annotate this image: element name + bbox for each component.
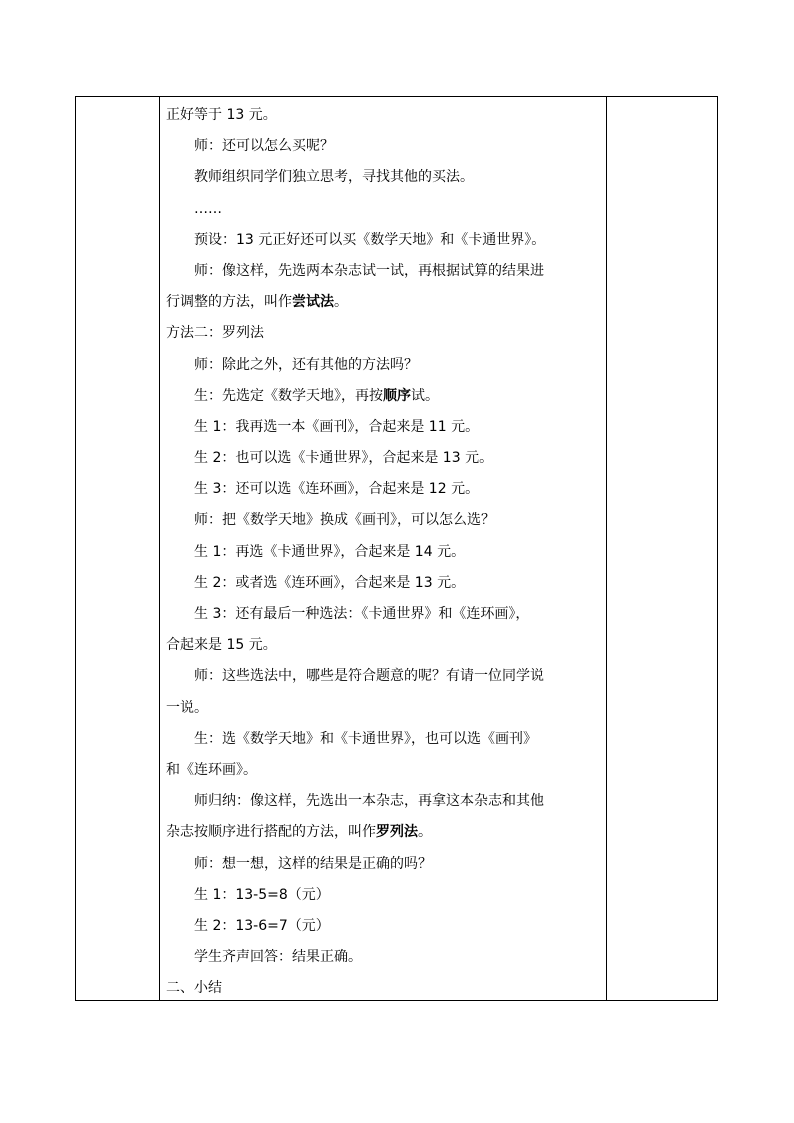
text-run: 和《连环画》。 xyxy=(166,761,257,778)
text-run: 生 1：13-5=8（元） xyxy=(194,886,330,903)
text-line xyxy=(166,225,603,256)
text-run: 预设：13 元正好还可以买《数学天地》和《卡通世界》。 xyxy=(194,231,546,248)
text-run: 。 xyxy=(334,294,348,311)
text-run: 试。 xyxy=(411,387,439,404)
table-right-column xyxy=(607,97,717,1000)
text-run: 师：像这样，先选两本杂志试一试，再根据试算的结果进 xyxy=(194,262,544,279)
text-run: 生 1：我再选一本《画刊》，合起来是 11 元。 xyxy=(194,418,480,435)
text-run: 合起来是 15 元。 xyxy=(166,637,277,654)
text-line xyxy=(166,911,603,942)
text-run: 学生齐声回答：结果正确。 xyxy=(194,949,362,966)
text-line xyxy=(166,537,603,568)
lesson-table xyxy=(75,96,718,1001)
text-run: 师：这些选法中，哪些是符合题意的呢？有请一位同学说 xyxy=(194,668,544,685)
text-run: 生 2：也可以选《卡通世界》，合起来是 13 元。 xyxy=(194,450,494,467)
text-line xyxy=(166,942,603,973)
text-line xyxy=(166,412,603,443)
text-run: 生 3：还有最后一种选法：《卡通世界》和《连环画》， xyxy=(194,606,530,622)
text-run: 方法二：罗列法 xyxy=(166,325,264,342)
text-run: 师归纳：像这样，先选出一本杂志，再拿这本杂志和其他 xyxy=(194,793,544,810)
table-main-column xyxy=(160,97,607,1000)
text-run: 杂志按顺序进行搭配的方法，叫作 xyxy=(166,824,376,841)
text-run: 生 2：或者选《连环画》，合起来是 13 元。 xyxy=(194,574,466,591)
text-run: 正好等于 13 元。 xyxy=(166,107,277,123)
lesson-content xyxy=(166,100,603,1004)
text-run: 生：选《数学天地》和《卡通世界》，也可以选《画刊》 xyxy=(194,730,537,747)
text-line xyxy=(166,256,603,287)
text-line xyxy=(166,661,603,692)
text-line xyxy=(166,287,603,318)
text-run: 生 2：13-6=7（元） xyxy=(194,917,330,934)
text-line xyxy=(166,599,603,630)
text-line xyxy=(166,880,603,911)
text-run: 师：把《数学天地》换成《画刊》，可以怎么选？ xyxy=(194,512,495,529)
text-run: 生 1：再选《卡通世界》，合起来是 14 元。 xyxy=(194,543,466,560)
text-line xyxy=(166,786,603,817)
text-run: 教师组织同学们独立思考，寻找其他的买法。 xyxy=(194,169,474,186)
text-line xyxy=(166,568,603,599)
text-run: 二、小结 xyxy=(166,980,222,997)
text-line xyxy=(166,755,603,786)
text-line xyxy=(166,505,603,536)
table-left-column xyxy=(76,97,160,1000)
text-run: 行调整的方法，叫作 xyxy=(166,294,292,311)
text-line xyxy=(166,443,603,474)
text-run: 师：想一想，这样的结果是正确的吗？ xyxy=(194,855,432,872)
text-run: 生：先选定《数学天地》，再按 xyxy=(194,387,383,404)
text-line xyxy=(166,474,603,505)
text-run: 生 3：还可以选《连环画》，合起来是 12 元。 xyxy=(194,481,480,498)
text-line xyxy=(166,630,603,661)
text-line xyxy=(166,817,603,848)
text-run: 师：还可以怎么买呢？ xyxy=(194,138,334,155)
bold-term: 罗列法 xyxy=(376,824,418,841)
text-run: 师：除此之外，还有其他的方法吗？ xyxy=(194,356,418,373)
text-run: 一说。 xyxy=(166,699,208,716)
text-run: …… xyxy=(194,200,222,217)
text-line xyxy=(166,131,603,162)
text-line xyxy=(166,973,603,1004)
text-line xyxy=(166,162,603,193)
text-line xyxy=(166,693,603,724)
bold-term: 尝试法 xyxy=(292,294,334,311)
text-line xyxy=(166,318,603,349)
text-line xyxy=(166,381,603,412)
text-line xyxy=(166,100,603,131)
text-line xyxy=(166,194,603,225)
text-run: 。 xyxy=(418,824,432,841)
bold-term: 顺序 xyxy=(383,387,411,404)
text-line xyxy=(166,849,603,880)
text-line xyxy=(166,350,603,381)
text-line xyxy=(166,724,603,755)
